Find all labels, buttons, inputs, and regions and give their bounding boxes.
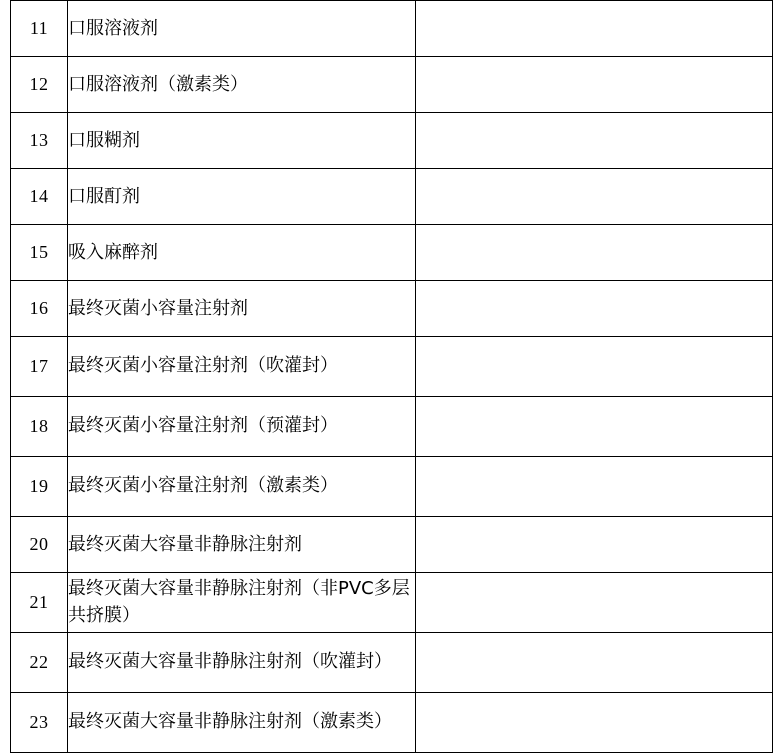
dosage-form-table [10,0,773,753]
row-index: 23 [11,693,68,753]
row-name: 最终灭菌小容量注射剂（激素类） [68,457,416,517]
table-row [11,169,773,225]
row-name: 口服酊剂 [68,169,416,225]
table-row [11,225,773,281]
row-blank[interactable] [416,57,773,113]
row-index: 11 [11,1,68,57]
table-row [11,113,773,169]
row-blank[interactable] [416,337,773,397]
table-row [11,457,773,517]
row-name: 最终灭菌小容量注射剂（吹灌封） [68,337,416,397]
row-index: 12 [11,57,68,113]
row-name: 最终灭菌大容量非静脉注射剂（非PVC多层共挤膜） [68,573,416,633]
table-row [11,397,773,457]
row-blank[interactable] [416,169,773,225]
table-row [11,693,773,753]
row-index: 15 [11,225,68,281]
row-index: 18 [11,397,68,457]
table-row [11,573,773,633]
row-blank[interactable] [416,225,773,281]
row-name: 吸入麻醉剂 [68,225,416,281]
table-row [11,281,773,337]
row-name: 口服溶液剂 [68,1,416,57]
row-blank[interactable] [416,1,773,57]
row-blank[interactable] [416,633,773,693]
row-name: 口服溶液剂（激素类） [68,57,416,113]
row-index: 19 [11,457,68,517]
row-blank[interactable] [416,281,773,337]
row-blank[interactable] [416,517,773,573]
row-index: 14 [11,169,68,225]
table-row [11,57,773,113]
row-name: 口服糊剂 [68,113,416,169]
row-name: 最终灭菌小容量注射剂（预灌封） [68,397,416,457]
row-blank[interactable] [416,113,773,169]
row-index: 13 [11,113,68,169]
row-blank[interactable] [416,457,773,517]
table-row [11,633,773,693]
row-blank[interactable] [416,693,773,753]
row-name: 最终灭菌大容量非静脉注射剂（激素类） [68,693,416,753]
row-index: 20 [11,517,68,573]
row-name: 最终灭菌小容量注射剂 [68,281,416,337]
row-index: 22 [11,633,68,693]
table-body [11,1,773,753]
row-index: 17 [11,337,68,397]
row-name: 最终灭菌大容量非静脉注射剂 [68,517,416,573]
table-row [11,337,773,397]
row-name: 最终灭菌大容量非静脉注射剂（吹灌封） [68,633,416,693]
row-index: 21 [11,573,68,633]
row-blank[interactable] [416,397,773,457]
table-row [11,1,773,57]
table-row [11,517,773,573]
row-blank[interactable] [416,573,773,633]
row-index: 16 [11,281,68,337]
